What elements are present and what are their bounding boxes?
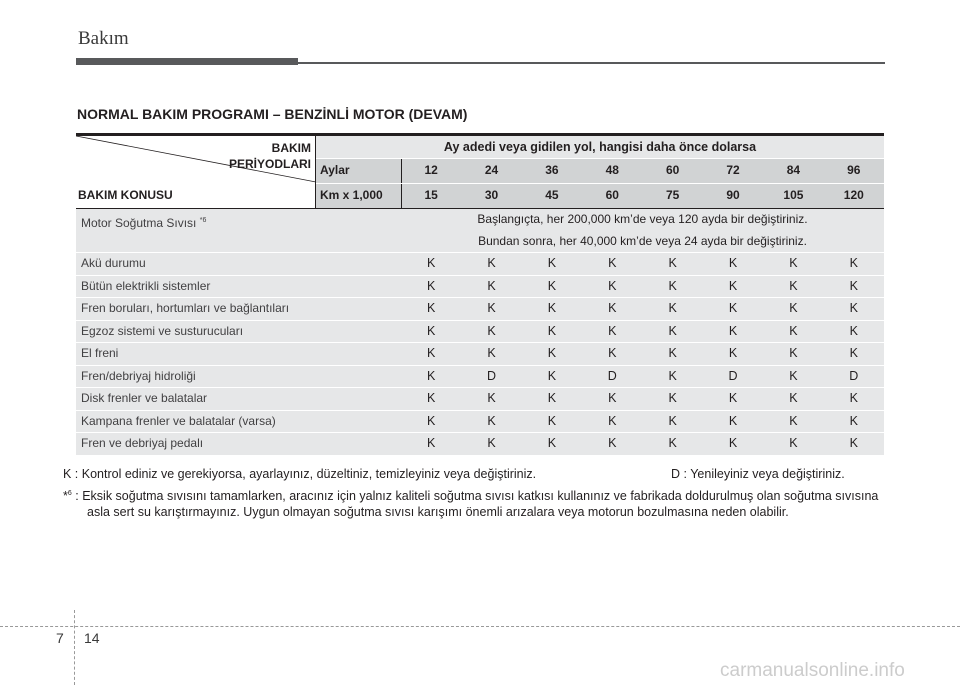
coolant-instructions	[401, 208, 884, 252]
note-star-sup: 6	[67, 490, 72, 497]
km-header-cell: 75	[643, 183, 703, 208]
months-header-cell: 84	[763, 158, 823, 183]
km-header-cell: 105	[763, 183, 823, 208]
table-cell: K	[763, 365, 823, 388]
km-header-cell: 120	[824, 183, 884, 208]
table-cell: K	[703, 252, 763, 275]
chapter-number: 7	[56, 630, 64, 646]
page-number: 14	[84, 630, 100, 646]
note-star-text: : Eksik soğutma sıvısını tamamlarken, aracınız için yalnız kaliteli soğutma sıvısı katkısı kullanınız ve fabrikada doldurulmuş olan soğutma sıvısına asla sert su karıştırmayınız. Uygun olmayan soğutma sıvısı karışımı önemli arızalara veya motorun bozulmasına neden olabilir.	[71, 489, 879, 520]
table-row-label: Akü durumu	[76, 252, 401, 275]
table-cell: K	[461, 275, 521, 298]
table-cell: K	[461, 320, 521, 343]
table-corner-cell	[76, 136, 316, 208]
table-cell: K	[643, 365, 703, 388]
table-cell: K	[522, 410, 582, 433]
table-row-label: Disk frenler ve balatalar	[76, 387, 401, 410]
table-cell: K	[401, 342, 461, 365]
table-cell: K	[763, 342, 823, 365]
table-cell: K	[763, 410, 823, 433]
km-header-cell: 45	[522, 183, 582, 208]
table-cell: D	[582, 365, 642, 388]
table-cell: K	[461, 342, 521, 365]
table-cell: K	[582, 297, 642, 320]
table-cell: D	[703, 365, 763, 388]
row-separator	[76, 208, 884, 209]
header-bar-thick	[76, 58, 298, 65]
table-cell: K	[643, 342, 703, 365]
table-cell: K	[401, 297, 461, 320]
table-cell: K	[401, 387, 461, 410]
table-cell: K	[522, 275, 582, 298]
table-cell: K	[401, 365, 461, 388]
km-header-cell: 90	[703, 183, 763, 208]
table-cell: K	[522, 252, 582, 275]
header-separator	[316, 183, 884, 184]
table-cell: K	[401, 320, 461, 343]
section-title: NORMAL BAKIM PROGRAMI – BENZİNLİ MOTOR (DEVAM)	[77, 106, 468, 122]
table-cell: K	[401, 410, 461, 433]
table-cell: K	[522, 297, 582, 320]
table-cell: K	[522, 342, 582, 365]
months-header-cell: 24	[461, 158, 521, 183]
table-cell: K	[763, 275, 823, 298]
row-separator	[76, 297, 884, 298]
table-cell: K	[643, 275, 703, 298]
row-label-coolant	[76, 208, 401, 252]
table-cell: K	[824, 432, 884, 455]
table-cell: K	[703, 342, 763, 365]
table-cell: D	[824, 365, 884, 388]
footer-rule-horizontal	[0, 626, 960, 627]
row-separator	[76, 432, 884, 433]
table-cell: K	[461, 297, 521, 320]
table-cell: K	[643, 387, 703, 410]
table-cell: K	[703, 432, 763, 455]
notes	[63, 466, 893, 520]
km-header-cell: 30	[461, 183, 521, 208]
months-header-label: Aylar	[316, 158, 401, 183]
note-k	[63, 466, 893, 482]
table-row-label: Kampana frenler ve balatalar (varsa)	[76, 410, 401, 433]
table-cell: K	[522, 387, 582, 410]
table-row-label: El freni	[76, 342, 401, 365]
period-label-line2: PERİYODLARI	[228, 157, 311, 171]
table-cell: K	[763, 432, 823, 455]
table-row-label: Fren/debriyaj hidroliği	[76, 365, 401, 388]
table-cell: K	[824, 387, 884, 410]
table-row-label: Bütün elektrikli sistemler	[76, 275, 401, 298]
table-cell: K	[461, 432, 521, 455]
table-cell: K	[582, 342, 642, 365]
item-label: BAKIM KONUSU	[78, 188, 173, 202]
table-cell: D	[461, 365, 521, 388]
table-cell: K	[401, 432, 461, 455]
km-header-cell: 60	[582, 183, 642, 208]
row-separator	[76, 387, 884, 388]
months-header-cell: 36	[522, 158, 582, 183]
table-cell: K	[643, 432, 703, 455]
note-star-mark: *	[63, 489, 68, 504]
row-separator	[76, 320, 884, 321]
header-bar-thin	[298, 62, 885, 64]
table-cell: K	[763, 297, 823, 320]
footer-rule-vertical	[74, 610, 75, 685]
watermark: carmanualsonline.info	[720, 660, 905, 681]
table-cell: K	[703, 410, 763, 433]
table-cell: K	[522, 432, 582, 455]
row-separator	[76, 252, 884, 253]
table-cell: K	[522, 365, 582, 388]
coolant-label-text: Motor Soğutma Sıvısı	[81, 216, 197, 230]
table-cell: K	[582, 432, 642, 455]
table-cell: K	[763, 387, 823, 410]
coolant-line2: Bundan sonra, her 40,000 km’de veya 24 ayda bir değiştiriniz.	[478, 234, 807, 248]
table-cell: K	[582, 252, 642, 275]
table-cell: K	[643, 252, 703, 275]
table-cell: K	[461, 252, 521, 275]
km-header-label: Km x 1,000	[316, 183, 401, 208]
table-cell: K	[703, 275, 763, 298]
months-header-cell: 72	[703, 158, 763, 183]
months-header-cell: 12	[401, 158, 461, 183]
table-cell: K	[824, 297, 884, 320]
table-cell: K	[763, 320, 823, 343]
maintenance-table	[76, 133, 884, 453]
coolant-label-sup: *6	[199, 217, 207, 224]
km-header-cell: 15	[401, 183, 461, 208]
table-cell: K	[643, 410, 703, 433]
table-cell: K	[643, 297, 703, 320]
row-separator	[76, 342, 884, 343]
table-cell: K	[643, 320, 703, 343]
table-cell: K	[522, 320, 582, 343]
table-cell: K	[401, 275, 461, 298]
note-k-text: K : Kontrol ediniz ve gerekiyorsa, ayarlayınız, düzeltiniz, temizleyiniz veya değiştiriniz.	[63, 467, 537, 481]
table-cell: K	[703, 297, 763, 320]
table-cell: K	[582, 410, 642, 433]
table-cell: K	[582, 387, 642, 410]
header-separator	[316, 158, 884, 159]
months-header-cell: 60	[643, 158, 703, 183]
table-cell: K	[703, 320, 763, 343]
table-row-label: Fren boruları, hortumları ve bağlantıları	[76, 297, 401, 320]
table-cell: K	[824, 252, 884, 275]
table-cell: K	[763, 252, 823, 275]
table-row-label: Fren ve debriyaj pedalı	[76, 432, 401, 455]
row-separator	[76, 410, 884, 411]
row-separator	[76, 275, 884, 276]
table-cell: K	[824, 275, 884, 298]
note-d-text: D : Yenileyiniz veya değiştiriniz.	[671, 467, 845, 481]
table-cell: K	[824, 320, 884, 343]
table-cell: K	[461, 410, 521, 433]
table-cell: K	[582, 320, 642, 343]
months-header-cell: 48	[582, 158, 642, 183]
period-label-line1: BAKIM	[271, 141, 311, 155]
months-header-cell: 96	[824, 158, 884, 183]
table-cell: K	[461, 387, 521, 410]
table-cell: K	[824, 342, 884, 365]
table-cell: K	[703, 387, 763, 410]
row-separator	[76, 365, 884, 366]
table-row-label: Egzoz sistemi ve susturucuları	[76, 320, 401, 343]
span-header: Ay adedi veya gidilen yol, hangisi daha önce dolarsa	[316, 136, 884, 158]
header-title: Bakım	[78, 28, 129, 49]
period-label	[229, 140, 311, 172]
note-star	[63, 486, 893, 520]
table-cell: K	[582, 275, 642, 298]
table-cell: K	[824, 410, 884, 433]
coolant-line1: Başlangıçta, her 200,000 km’de veya 120 ayda bir değiştiriniz.	[477, 212, 808, 226]
table-cell: K	[401, 252, 461, 275]
